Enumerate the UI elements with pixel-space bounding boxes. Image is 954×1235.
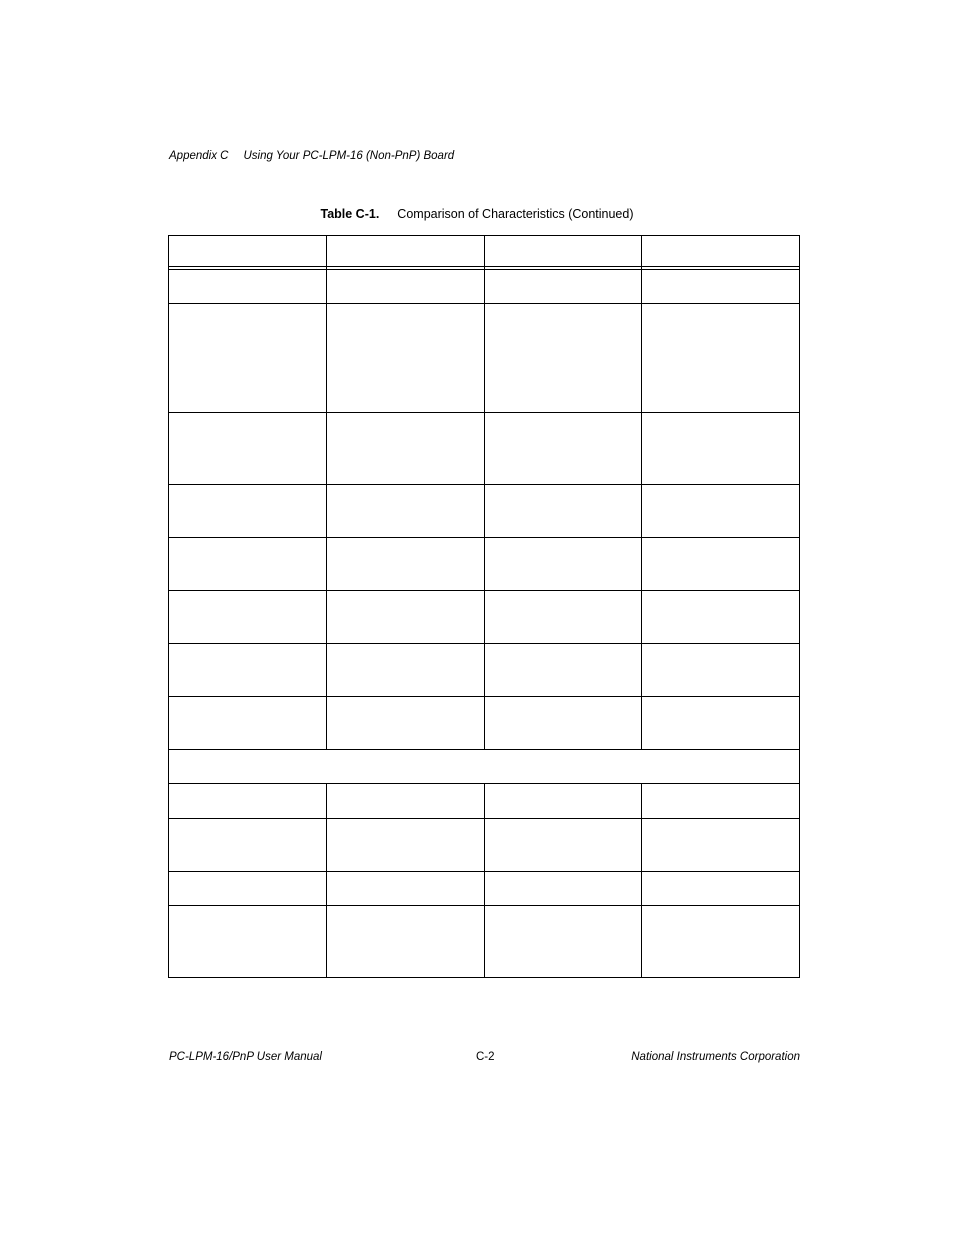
table-title: Comparison of Characteristics (Continued) — [397, 207, 634, 221]
comparison-table — [168, 235, 800, 978]
chapter-title: Using Your PC-LPM-16 (Non-PnP) Board — [243, 150, 455, 162]
table-grid — [168, 235, 800, 978]
running-head — [169, 150, 454, 162]
appendix-label: Appendix C — [169, 150, 229, 162]
footer-manual-name: PC-LPM-16/PnP User Manual — [169, 1051, 322, 1063]
table-caption — [0, 207, 954, 221]
table-number: Table C-1. — [320, 207, 380, 221]
footer-company: National Instruments Corporation — [631, 1051, 800, 1063]
footer-page-number: C-2 — [476, 1051, 495, 1063]
